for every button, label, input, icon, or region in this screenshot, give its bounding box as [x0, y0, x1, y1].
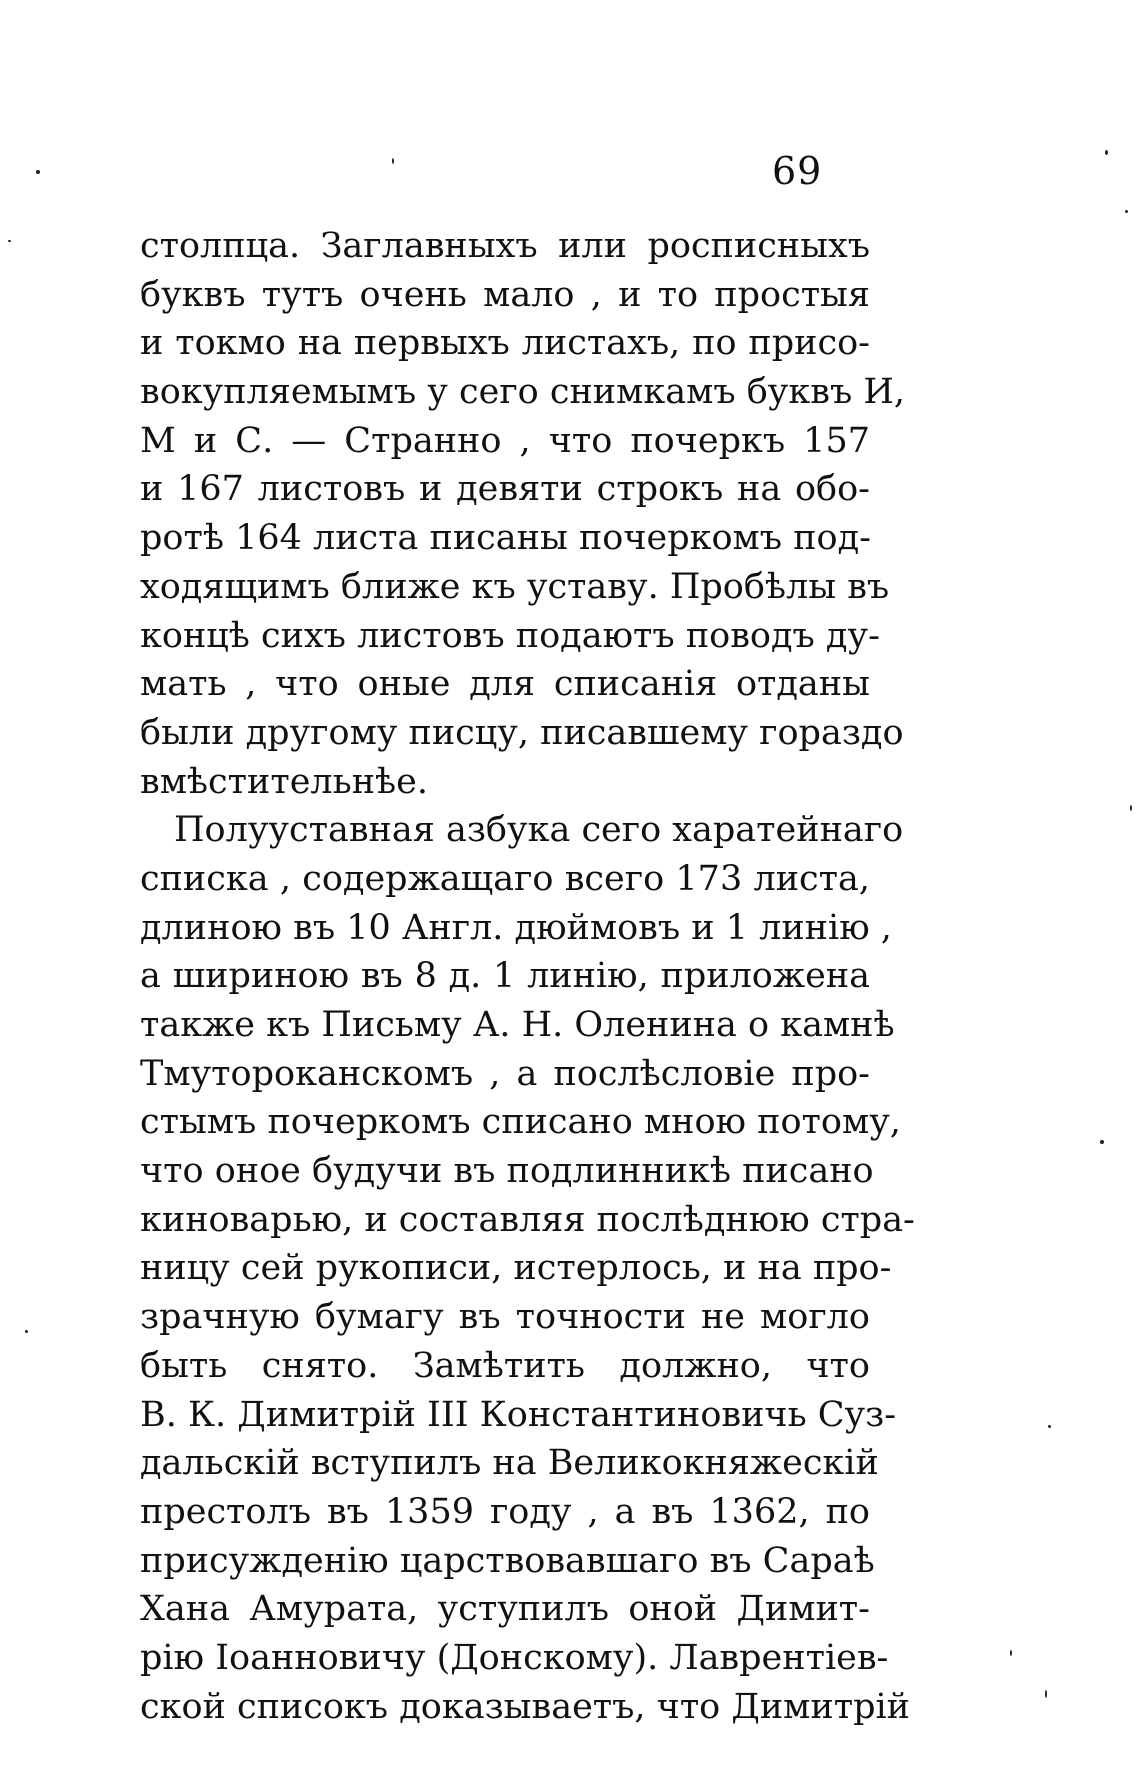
text-line: и токмо на первыхъ листахъ, по присо- — [140, 323, 870, 364]
text-line: присужденію царствовавшаго въ Сараѣ — [140, 1540, 875, 1581]
text-line: ротѣ 164 листа писаны почеркомъ под- — [140, 518, 871, 559]
text-line: ходящимъ ближе къ уставу. Пробѣлы въ — [140, 566, 890, 607]
text-line: концѣ сихъ листовъ подаютъ поводъ ду- — [140, 615, 880, 656]
text-line: вокупляемымъ у сего снимкамъ буквъ И, — [140, 372, 905, 413]
text-line: киноварью, и составляя послѣднюю стра- — [140, 1199, 915, 1240]
text-line: что оное будучи въ подлинникѣ писано — [140, 1151, 874, 1192]
scan-speck — [1010, 1650, 1012, 1656]
body-text — [140, 222, 915, 1731]
text-line: буквъ тутъ очень мало , и то простыя — [140, 274, 870, 315]
text-line: быть снято. Замѣтить должно, что — [140, 1345, 870, 1386]
text-line: дальскій вступилъ на Великокняжескій — [140, 1443, 879, 1484]
scan-speck — [1130, 805, 1132, 811]
scan-speck — [36, 170, 40, 174]
text-line: а шириною въ 8 д. 1 линію, приложена — [140, 956, 870, 997]
text-line: также къ Письму А. Н. Оленина о камнѣ — [140, 1005, 895, 1045]
scan-speck — [1100, 1140, 1104, 1144]
text-line: длиною въ 10 Англ. дюймовъ и 1 линію , — [140, 907, 892, 948]
text-line: вмѣстительнѣе. — [140, 761, 428, 802]
text-line: Тмутороканскомъ , а послѣсловіе про- — [140, 1053, 870, 1094]
scan-speck — [1105, 150, 1108, 155]
text-line: ской списокъ доказываетъ, что Димитрій — [140, 1686, 910, 1727]
text-line: и 167 листовъ и девяти строкъ на обо- — [140, 469, 870, 510]
text-line: престолъ въ 1359 году , а въ 1362, по — [140, 1491, 870, 1532]
scan-speck — [1045, 1690, 1047, 1698]
paragraph-1 — [140, 222, 905, 806]
text-line: В. К. Димитрій III Константиновичь Суз- — [140, 1394, 897, 1435]
text-line: столпца. Заглавныхъ или росписныхъ — [140, 226, 870, 266]
text-line: стымъ почеркомъ списано мною потому, — [140, 1102, 901, 1143]
text-line: Хана Амурата, уступилъ оной Димит- — [140, 1589, 870, 1630]
scan-speck — [1048, 1425, 1051, 1428]
text-line: списка , содержащаго всего 173 листа, — [140, 858, 870, 899]
text-line: Полууставная азбука сего харатейнаго — [174, 810, 904, 851]
scan-speck — [8, 240, 11, 242]
text-line: были другому писцу, писавшему гораздо — [140, 712, 904, 753]
text-line: зрачную бумагу въ точности не могло — [140, 1297, 870, 1338]
text-line: мать , что оные для списанія отданы — [140, 664, 870, 705]
paragraph-2 — [140, 806, 915, 1731]
text-line: рію Іоанновичу (Донскому). Лаврентіев- — [140, 1637, 889, 1678]
scan-speck — [25, 1330, 28, 1333]
text-line: ницу сей рукописи, истерлось, и на про- — [140, 1248, 892, 1289]
scan-speck — [392, 158, 394, 164]
page-number: 69 — [772, 149, 823, 193]
scan-speck — [1125, 210, 1128, 213]
text-line: М и С. — Странно , что почеркъ 157 — [140, 420, 870, 461]
